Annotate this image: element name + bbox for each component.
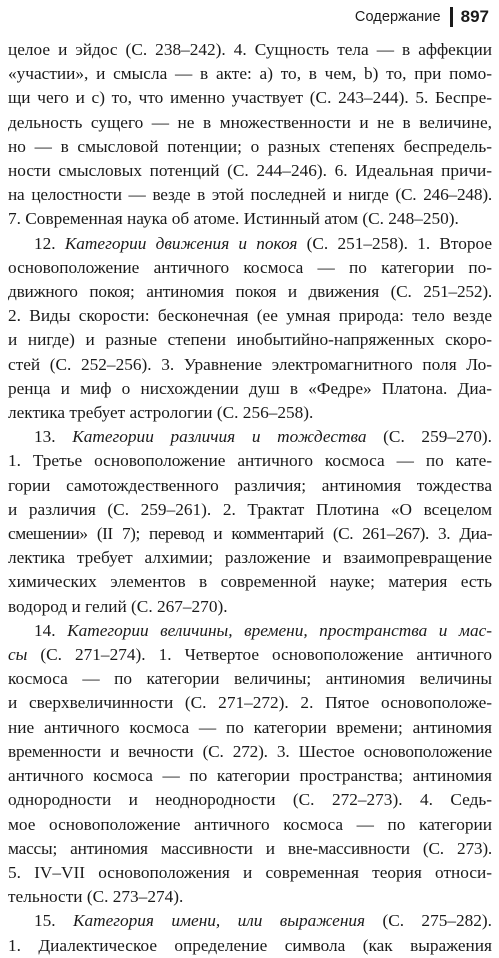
- text-line: щи чего и c) то, что именно участвует (С. 243–244). 5. Беспре-: [8, 88, 492, 108]
- text-line: основоположение античного космоса — по категории по-: [8, 257, 492, 277]
- section-title-italic: Категории движения и покоя: [64, 233, 298, 253]
- section-heading-12: 12. Категории движения и покоя (С. 251–258). 1. Второе: [34, 233, 493, 253]
- text-line: сы (С. 271–274). 1. Четвертое основоположение античного: [8, 645, 492, 665]
- text-line: лектика требует алхимии; разложение и взаимопревращение: [8, 548, 492, 568]
- section-heading-14: 14. Категории величины, времени, пространства и мас-: [34, 620, 493, 640]
- text-line: античного космоса — по категории пространства; антиномия: [8, 766, 492, 786]
- running-head: [355, 6, 489, 28]
- text-line: временности и вечности (С. 272). 3. Шестое основоположение: [8, 741, 492, 761]
- text-line: массы; антиномия массивности и вне-массивности (С. 273).: [8, 838, 492, 858]
- section-title-italic: Категория имени, или выражения: [73, 911, 366, 931]
- text-line: и нигде) и разные степени инобытийно-напряженных скоро-: [8, 330, 492, 350]
- text-line: ности смысловых потенций (С. 244–246). 6. Идеальная причи-: [8, 161, 492, 181]
- body-text: [8, 38, 492, 958]
- text-line: «участии», и смысла — в акте: a) то, в чем, b) то, при помо-: [8, 64, 492, 84]
- page-number: 897: [460, 7, 489, 26]
- text-line: 1. Третье основоположение античного космоса — по кате-: [8, 451, 492, 471]
- text-line: гории самотождественного различия; антиномия тождества: [8, 475, 492, 495]
- text-line: дельность сущего — не в множественности и не в величине,: [8, 112, 492, 132]
- text-line: однородности и неоднородности (С. 272–273). 4. Седь-: [8, 790, 492, 810]
- text-line: ренца и миф о нисхождении душ в «Федре» Платона. Диа-: [8, 378, 492, 398]
- section-title-italic: Категории различия и тождества: [72, 427, 367, 447]
- text-line: стей (С. 252–256). 3. Уравнение электромагнитного поля Ло-: [8, 354, 492, 374]
- text-line: и различия (С. 259–261). 2. Трактат Плотина «О всецелом: [8, 499, 492, 519]
- text-line: но — в смысловой потенции; о разных степенях беспредель-: [8, 136, 492, 156]
- running-head-title: Содержание: [354, 9, 441, 25]
- running-head-divider: [450, 7, 453, 27]
- text-line: 1. Диалектическое определение символа (как выражения: [8, 935, 492, 955]
- text-line: лектика требует астрологии (С. 256–258).: [8, 403, 314, 423]
- text-line: и сверхвеличинности (С. 271–272). 2. Пятое основоположе-: [8, 693, 492, 713]
- text-line: ние античного космоса — по категории времени; антиномия: [8, 717, 492, 737]
- section-title-italic: Категории величины, времени, пространства и мас-: [67, 620, 493, 640]
- section-title-italic: сы: [8, 645, 28, 665]
- text-line: химических элементов в современной науке; материя есть: [8, 572, 492, 592]
- text-line: движного покоя; антиномия покоя и движения (С. 251–252).: [8, 282, 492, 302]
- text-line: на целостности — везде в этой последней и нигде (С. 246–248).: [8, 185, 492, 205]
- text-line: целое и эйдос (С. 238–242). 4. Сущность тела — в аффекции: [8, 40, 492, 59]
- text-line: космоса — по категории величины; антиномия величины: [8, 669, 492, 689]
- text-line: 5. IV–VII основоположения и современная теория относи-: [8, 862, 492, 882]
- section-heading-13: 13. Категории различия и тождества (С. 259–270).: [34, 427, 492, 447]
- text-line: 2. Виды скорости: бесконечная (ее умная природа: тело везде: [8, 306, 492, 326]
- text-line: мое основоположение античного космоса — по категории: [8, 814, 492, 834]
- text-line: смешении» (II 7); перевод и комментарий (С. 261–267). 3. Диа-: [8, 524, 492, 544]
- section-heading-15: 15. Категория имени, или выражения (С. 275–282).: [34, 911, 492, 931]
- text-line: 7. Современная наука об атоме. Истинный атом (С. 248–250).: [8, 209, 459, 229]
- text-line: водород и гелий (С. 267–270).: [8, 596, 228, 616]
- text-line: тельности (С. 273–274).: [8, 887, 184, 907]
